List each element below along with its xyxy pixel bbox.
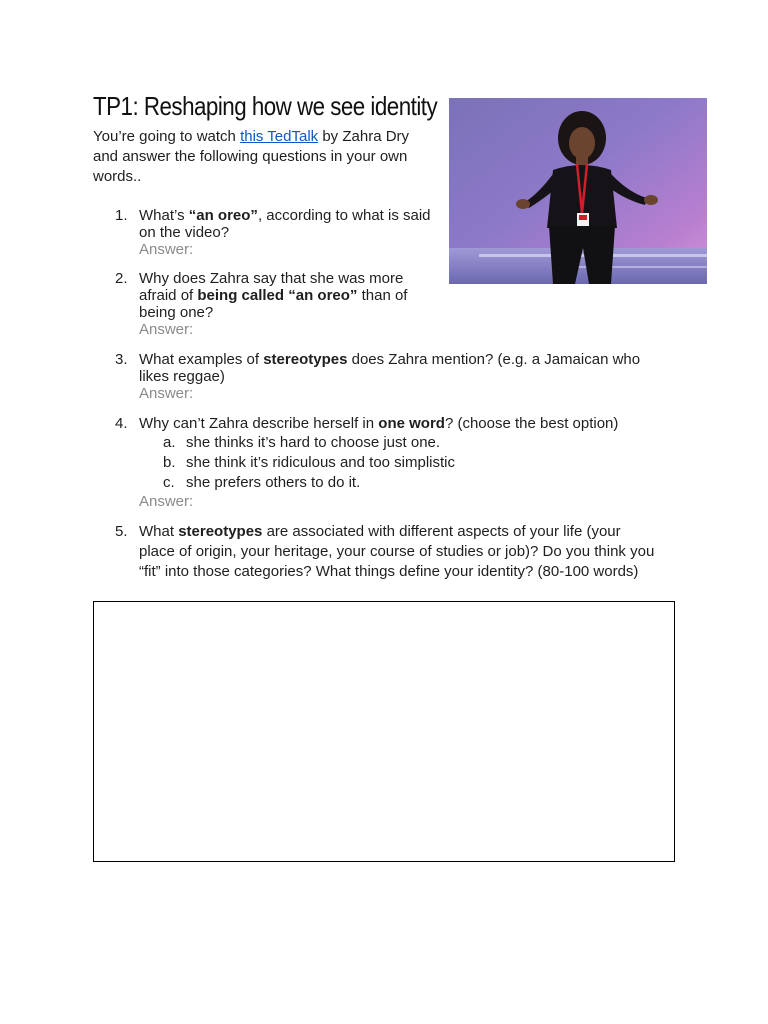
question-emphasis: stereotypes	[263, 351, 348, 368]
question-text: Why can’t Zahra describe herself in	[139, 415, 379, 432]
intro-paragraph	[93, 127, 433, 187]
question-emphasis: “an oreo”	[188, 207, 258, 224]
tedtalk-link[interactable]: this TedTalk	[240, 128, 319, 145]
question-number: 3.	[115, 351, 128, 368]
speaker-photo	[449, 98, 707, 284]
option-text: she think it’s ridiculous and too simplistic	[186, 454, 456, 471]
option-letter: b.	[163, 454, 176, 471]
option-text: she thinks it’s hard to choose just one.	[186, 434, 441, 451]
answer-text-box[interactable]	[93, 601, 675, 862]
answer-label: Answer:	[139, 493, 194, 510]
question-text: does Zahra mention? (e.g. a Jamaican who	[347, 351, 641, 368]
question-text: afraid of	[139, 287, 198, 304]
question-text: What	[139, 523, 179, 540]
answer-label: Answer:	[139, 385, 194, 402]
question-text: place of origin, your heritage, your course of studies or job)? Do you think you	[139, 543, 655, 560]
question-number: 1.	[115, 207, 128, 224]
question-text: likes reggae)	[139, 368, 225, 385]
intro-text-before: You’re going to watch	[93, 128, 241, 145]
question-emphasis: stereotypes	[178, 523, 263, 540]
question-text: What examples of	[139, 351, 264, 368]
question-text: , according to what is said	[257, 207, 431, 224]
question-text: “fit” into those categories? What things define your identity? (80-100 words)	[139, 563, 639, 580]
answer-label: Answer:	[139, 321, 194, 338]
question-text: being one?	[139, 304, 214, 321]
question-number: 5.	[115, 523, 128, 540]
answer-label: Answer:	[139, 241, 194, 258]
option-letter: c.	[163, 474, 175, 491]
question-emphasis: one word	[378, 415, 445, 432]
option-c	[163, 473, 699, 493]
options-list	[163, 433, 699, 493]
question-text: What’s	[139, 207, 189, 224]
question-emphasis: being called “an oreo”	[197, 287, 358, 304]
question-text: are associated with different aspects of your life (your	[262, 523, 621, 540]
page-title: TP1: Reshaping how we see identity	[93, 91, 438, 121]
option-text: she prefers others to do it.	[186, 474, 361, 491]
question-text: on the video?	[139, 224, 230, 241]
question-number: 2.	[115, 270, 128, 287]
question-text: Why does Zahra say that she was more	[139, 270, 404, 287]
question-number: 4.	[115, 415, 128, 432]
option-b	[163, 453, 699, 473]
question-text: than of	[357, 287, 408, 304]
intro-text-after: by Zahra Dry and answer the following questions in your own words..	[93, 128, 410, 185]
question-text: ? (choose the best option)	[444, 415, 619, 432]
option-a	[163, 433, 699, 453]
option-letter: a.	[163, 434, 176, 451]
